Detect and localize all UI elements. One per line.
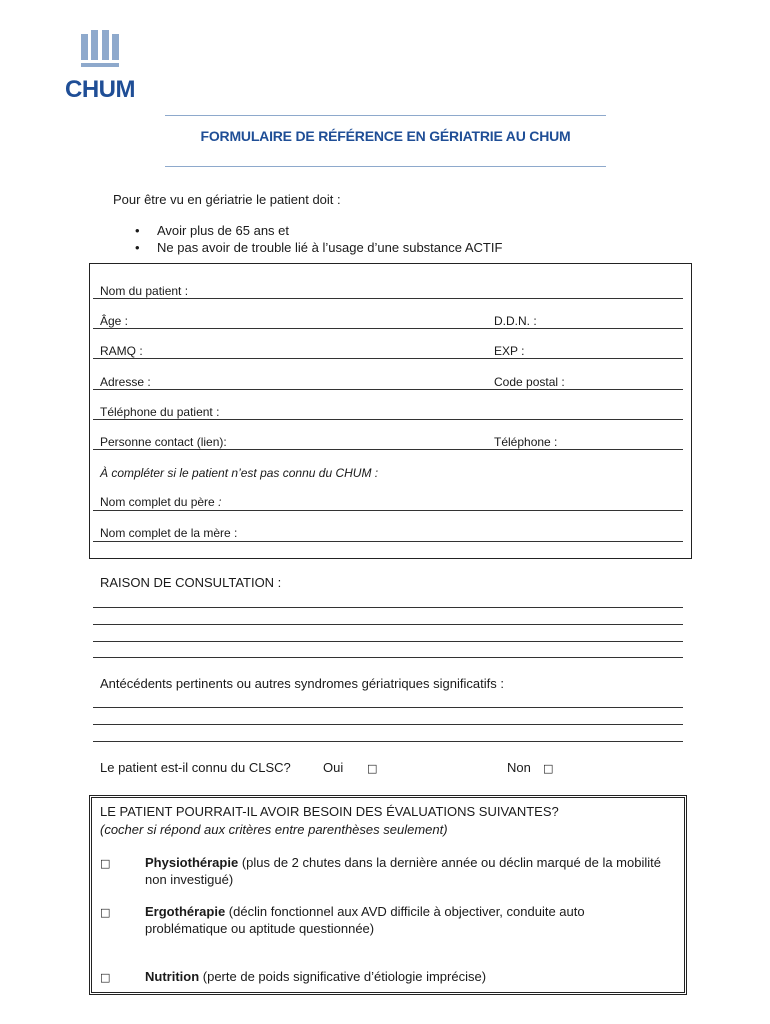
contact-line[interactable] (93, 449, 683, 450)
consultation-line-2[interactable] (93, 624, 683, 625)
criteria-list (135, 222, 502, 256)
clsc-question: Le patient est-il connu du CLSC? (100, 760, 291, 775)
father-name-text: Nom complet du père (100, 495, 215, 509)
form-title: FORMULAIRE DE RÉFÉRENCE EN GÉRIATRIE AU CHUM (200, 128, 571, 144)
evaluations-title: LE PATIENT POURRAIT-IL AVOIR BESOIN DES ÉVALUATIONS SUIVANTES? (100, 804, 559, 819)
ramq-line[interactable] (93, 358, 683, 359)
nutrition-name: Nutrition (145, 969, 200, 984)
father-name-label (100, 495, 221, 509)
chum-logo (60, 30, 140, 102)
ergo-item (145, 903, 665, 937)
ergo-detail: (déclin fonctionnel aux AVD difficile à objectiver, conduite auto problématique ou aptitude questionnée) (145, 904, 585, 936)
physio-checkbox[interactable]: □ (100, 857, 111, 870)
address-line[interactable] (93, 389, 683, 390)
physio-item (145, 854, 665, 888)
age-line[interactable] (93, 328, 683, 329)
nutrition-detail: (perte de poids significative d’étiologie imprécise) (199, 969, 487, 984)
patient-name-label: Nom du patient : (100, 284, 189, 298)
ergo-checkbox[interactable]: □ (100, 906, 111, 919)
history-label: Antécédents pertinents ou autres syndromes gériatriques significatifs : (100, 676, 504, 691)
history-line-2[interactable] (93, 724, 683, 725)
clsc-no-label: Non (507, 760, 531, 775)
criteria-item: • Ne pas avoir de trouble lié à l’usage d’une substance ACTIF (135, 239, 502, 256)
ergo-name: Ergothérapie (145, 904, 226, 919)
title-rule-top (165, 115, 606, 116)
history-line-3[interactable] (93, 741, 683, 742)
postal-code-label: Code postal : (494, 375, 565, 389)
exp-label: EXP : (494, 344, 525, 358)
consultation-line-4[interactable] (93, 657, 683, 658)
unknown-patient-note: À compléter si le patient n’est pas connu du CHUM : (100, 466, 379, 480)
contact-person-label: Personne contact (lien): (100, 435, 227, 449)
contact-phone-label: Téléphone : (494, 435, 558, 449)
age-label: Âge : (100, 314, 129, 328)
title-rule-bottom (165, 166, 606, 167)
father-name-line[interactable] (93, 510, 683, 511)
clsc-yes-checkbox[interactable]: □ (367, 762, 378, 775)
physio-detail: (plus de 2 chutes dans la dernière année ou déclin marqué de la mobilité non investigué) (145, 855, 661, 887)
evaluations-subtitle: (cocher si répond aux critères entre parenthèses seulement) (100, 822, 448, 837)
chum-logo-bars-icon (79, 30, 121, 70)
address-label: Adresse : (100, 375, 151, 389)
ramq-label: RAMQ : (100, 344, 143, 358)
patient-name-line[interactable] (93, 298, 683, 299)
father-name-colon: : (218, 495, 222, 509)
criteria-item: • Avoir plus de 65 ans et (135, 222, 502, 239)
consultation-line-3[interactable] (93, 641, 683, 642)
clsc-yes-label: Oui (323, 760, 344, 775)
clsc-no-checkbox[interactable]: □ (543, 762, 554, 775)
mother-name-line[interactable] (93, 541, 683, 542)
nutrition-item (145, 968, 665, 985)
ddn-label: D.D.N. : (494, 314, 537, 328)
mother-name-label: Nom complet de la mère : (100, 526, 238, 540)
intro-text: Pour être vu en gériatrie le patient doit : (113, 192, 341, 207)
consultation-line-1[interactable] (93, 607, 683, 608)
patient-phone-line[interactable] (93, 419, 683, 420)
history-line-1[interactable] (93, 707, 683, 708)
physio-name: Physiothérapie (145, 855, 239, 870)
chum-logo-text: CHUM (65, 76, 135, 103)
nutrition-checkbox[interactable]: □ (100, 971, 111, 984)
patient-phone-label: Téléphone du patient : (100, 405, 220, 419)
consultation-reason-label: RAISON DE CONSULTATION : (100, 575, 282, 590)
